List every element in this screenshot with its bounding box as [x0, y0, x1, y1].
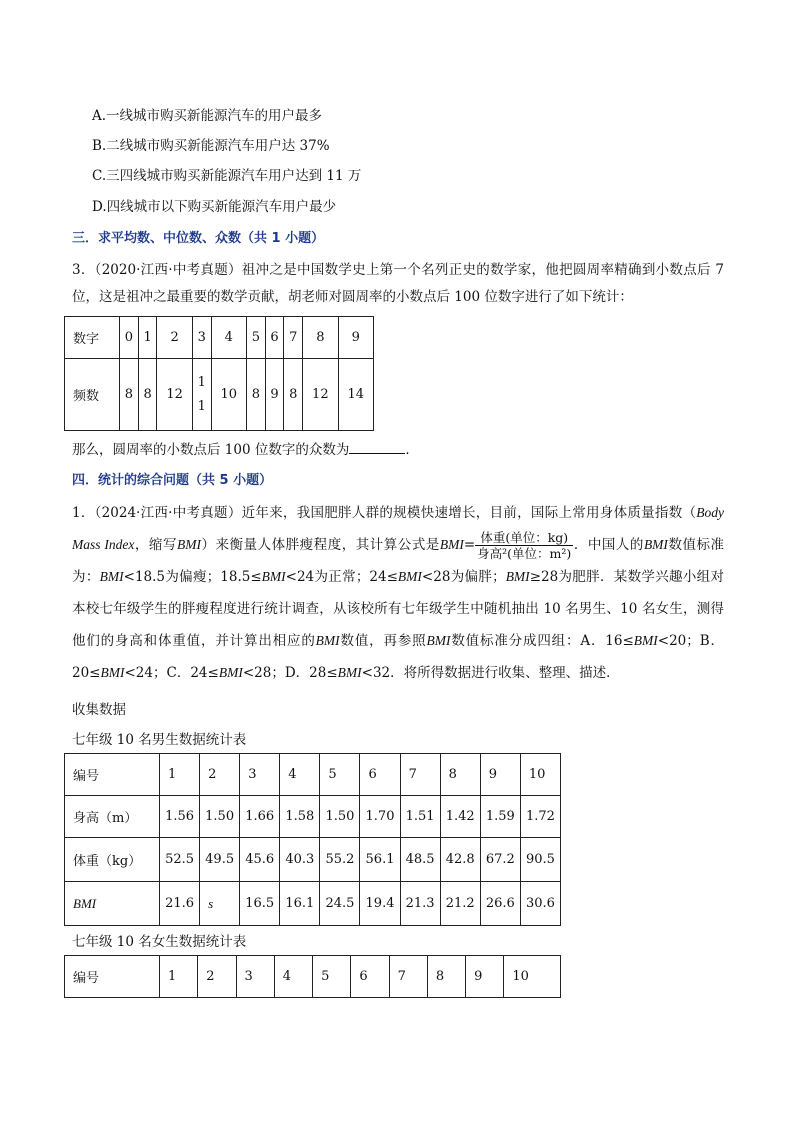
- option-letter: A.: [92, 108, 107, 124]
- bmi-cell: 21.3: [400, 882, 440, 926]
- freq-cell: 8: [246, 359, 265, 431]
- header-cell: 编号: [65, 754, 160, 796]
- text-run: <28为偏胖；: [421, 569, 506, 585]
- collect-data-label: 收集数据: [72, 702, 126, 718]
- digit-cell: 3: [192, 317, 211, 359]
- bmi-cell: 21.2: [440, 882, 480, 926]
- question-3-text: 3．（2020·江西·中考真题）祖冲之是中国数学史上第一个名列正史的数学家，他把圆周率精确到小数点后 7 位，这是祖冲之最重要的数学贡献，胡老师对圆周率的小数点后 100 位数字进行了如下统计：: [72, 262, 724, 305]
- text-run: 1．（2024·江西·中考真题）近年来，我国肥胖人群的规模快速增长，目前，国际上常用身体质量指数（: [72, 505, 697, 521]
- bmi-symbol: BMI: [99, 569, 124, 584]
- row-label-digit: 数字: [65, 317, 120, 359]
- weight-cell: 49.5: [200, 838, 240, 882]
- header-cell: 9: [466, 956, 504, 998]
- freq-cell: 12: [157, 359, 192, 431]
- bmi-symbol: BMI: [337, 665, 362, 680]
- fraction-denominator: 身高²(单位：m²): [477, 546, 572, 561]
- digit-cell: 9: [338, 317, 373, 359]
- question-4-1-text: [72, 497, 724, 689]
- bmi-symbol: BMI: [426, 633, 451, 648]
- header-cell: 3: [240, 754, 280, 796]
- bmi-symbol: BMI: [218, 665, 243, 680]
- text-run: 数值，再参照: [339, 633, 427, 649]
- group-c: <28；: [242, 665, 285, 681]
- digit-cell: 4: [211, 317, 246, 359]
- weight-cell: 55.2: [320, 838, 360, 882]
- text-run: <24为正常；: [285, 569, 370, 585]
- height-cell: 1.56: [160, 796, 200, 838]
- bmi-symbol: BMI: [505, 569, 530, 584]
- digit-cell: 0: [120, 317, 139, 359]
- fraction-numerator: 体重(单位：kg): [475, 530, 573, 546]
- option-letter: D.: [92, 199, 107, 215]
- header-cell: 6: [360, 754, 400, 796]
- text-run: 18.5≤: [220, 569, 262, 585]
- answer-blank: [349, 439, 405, 454]
- bmi-symbol: BMI: [397, 569, 422, 584]
- header-cell: 5: [320, 754, 360, 796]
- option-d: [92, 195, 336, 215]
- bmi-cell: 21.6: [160, 882, 200, 926]
- section-3-heading: 三．求平均数、中位数、众数（共 1 小题）: [72, 231, 325, 246]
- question-3-ask-end: ．: [405, 442, 419, 458]
- text-run: ）来衡量人体胖瘦程度，其计算公式是: [200, 537, 440, 553]
- weight-cell: 45.6: [240, 838, 280, 882]
- row-label-frequency: 频数: [65, 359, 120, 431]
- header-cell: 10: [504, 956, 561, 998]
- bmi-symbol: BMI: [176, 537, 201, 552]
- header-cell: 10: [520, 754, 560, 796]
- freq-cell: 12: [303, 359, 338, 431]
- bmi-symbol: BMI: [439, 537, 464, 552]
- height-cell: 1.72: [520, 796, 560, 838]
- option-text: 三四线城市购买新能源汽车用户达到 11 万: [106, 168, 362, 184]
- header-cell: 4: [274, 956, 312, 998]
- header-cell: 1: [160, 754, 200, 796]
- text-run: 数值标准分成四组：: [450, 633, 581, 649]
- weight-cell: 56.1: [360, 838, 400, 882]
- option-text: 四线城市以下购买新能源汽车用户最少: [106, 199, 337, 215]
- height-cell: 1.59: [480, 796, 520, 838]
- header-cell: 编号: [65, 956, 160, 998]
- bmi-cell: 26.6: [480, 882, 520, 926]
- bmi-symbol: BMI: [633, 633, 658, 648]
- digit-cell: 5: [246, 317, 265, 359]
- freq-cell: 14: [338, 359, 373, 431]
- digit-cell: 2: [157, 317, 192, 359]
- header-cell: 5: [313, 956, 351, 998]
- header-cell: 9: [480, 754, 520, 796]
- header-cell: 8: [427, 956, 465, 998]
- option-b: [92, 134, 330, 154]
- freq-cell-line: 1: [197, 398, 206, 414]
- option-a: [92, 104, 322, 124]
- question-3-ask: [72, 438, 419, 458]
- option-text: 一线城市购买新能源汽车的用户最多: [106, 108, 323, 124]
- option-c: [92, 164, 361, 184]
- bmi-cell: 30.6: [520, 882, 560, 926]
- header-cell: 4: [280, 754, 320, 796]
- group-c: C．24≤: [166, 665, 219, 681]
- row-label-bmi: BMI: [65, 882, 160, 926]
- group-a: <20；: [657, 633, 700, 649]
- weight-cell: 67.2: [480, 838, 520, 882]
- bmi-formula-fraction: [475, 530, 573, 561]
- bmi-symbol: BMI: [315, 633, 340, 648]
- freq-cell: 8: [120, 359, 139, 431]
- freq-cell: 8: [138, 359, 157, 431]
- header-cell: 8: [440, 754, 480, 796]
- option-letter: C.: [92, 168, 107, 184]
- pi-digit-frequency-table: [64, 316, 374, 431]
- header-cell: 7: [389, 956, 427, 998]
- weight-cell: 90.5: [520, 838, 560, 882]
- header-cell: 7: [400, 754, 440, 796]
- digit-cell: 7: [284, 317, 303, 359]
- text-run: 24≤: [369, 569, 398, 585]
- bmi-cell: 16.1: [280, 882, 320, 926]
- bmi-cell: 16.5: [240, 882, 280, 926]
- header-cell: 2: [198, 956, 236, 998]
- header-cell: 2: [200, 754, 240, 796]
- digit-cell: 6: [265, 317, 284, 359]
- text-run: ，缩写: [134, 537, 177, 553]
- freq-cell: 10: [211, 359, 246, 431]
- text-run: Body Mass Index: [72, 505, 724, 552]
- group-b: <24；: [124, 665, 167, 681]
- weight-cell: 48.5: [400, 838, 440, 882]
- girls-table-caption: 七年级 10 名女生数据统计表: [72, 934, 247, 950]
- text-run: ．中国人的: [573, 537, 644, 553]
- weight-cell: 40.3: [280, 838, 320, 882]
- digit-cell: 1: [138, 317, 157, 359]
- header-cell: 3: [236, 956, 274, 998]
- bmi-cell: 24.5: [320, 882, 360, 926]
- header-cell: 1: [160, 956, 198, 998]
- row-label-height: 身高（m）: [65, 796, 160, 838]
- freq-cell: 8: [284, 359, 303, 431]
- text-run: 数值标准为：: [72, 537, 725, 585]
- bmi-symbol: BMI: [100, 665, 125, 680]
- row-label-weight: 体重（kg）: [65, 838, 160, 882]
- girls-data-table: [64, 955, 561, 998]
- bmi-symbol: BMI: [643, 537, 668, 552]
- height-cell: 1.70: [360, 796, 400, 838]
- bmi-symbol: BMI: [261, 569, 286, 584]
- weight-cell: 42.8: [440, 838, 480, 882]
- weight-cell: 52.5: [160, 838, 200, 882]
- text-run: ≥28为肥胖．某数学兴趣小组对本校七年级学生的胖瘦程度进行统计调查，从该校所有七年级学生中随机抽出 10 名男生、10 名女生，测得他们的身高和体重值，并计算出相应的: [72, 569, 724, 649]
- option-text: 二线城市购买新能源汽车用户达 37%: [106, 138, 330, 154]
- text-run: <18.5为偏瘦；: [123, 569, 221, 585]
- digit-cell: 8: [303, 317, 338, 359]
- height-cell: 1.58: [280, 796, 320, 838]
- section-4-heading: 四．统计的综合问题（共 5 小题）: [72, 473, 273, 488]
- height-cell: 1.42: [440, 796, 480, 838]
- group-a: A．16≤: [580, 633, 634, 649]
- freq-cell-line: 1: [197, 374, 206, 390]
- freq-cell-wrapped: [192, 359, 211, 431]
- freq-cell: 9: [265, 359, 284, 431]
- formula-equals: =: [463, 537, 476, 553]
- group-d: D．28≤: [284, 665, 338, 681]
- height-cell: 1.50: [320, 796, 360, 838]
- height-cell: 1.50: [200, 796, 240, 838]
- group-b: B．20≤: [72, 633, 725, 681]
- boys-table-caption: 七年级 10 名男生数据统计表: [72, 732, 247, 748]
- bmi-cell-unknown: s: [200, 882, 240, 926]
- height-cell: 1.66: [240, 796, 280, 838]
- height-cell: 1.51: [400, 796, 440, 838]
- bmi-cell: 19.4: [360, 882, 400, 926]
- boys-data-table: [64, 753, 561, 926]
- group-d: <32．将所得数据进行收集、整理、描述．: [361, 665, 620, 681]
- question-3-ask-text: 那么，圆周率的小数点后 100 位数字的众数为: [72, 442, 350, 458]
- header-cell: 6: [351, 956, 389, 998]
- option-letter: B.: [92, 138, 107, 154]
